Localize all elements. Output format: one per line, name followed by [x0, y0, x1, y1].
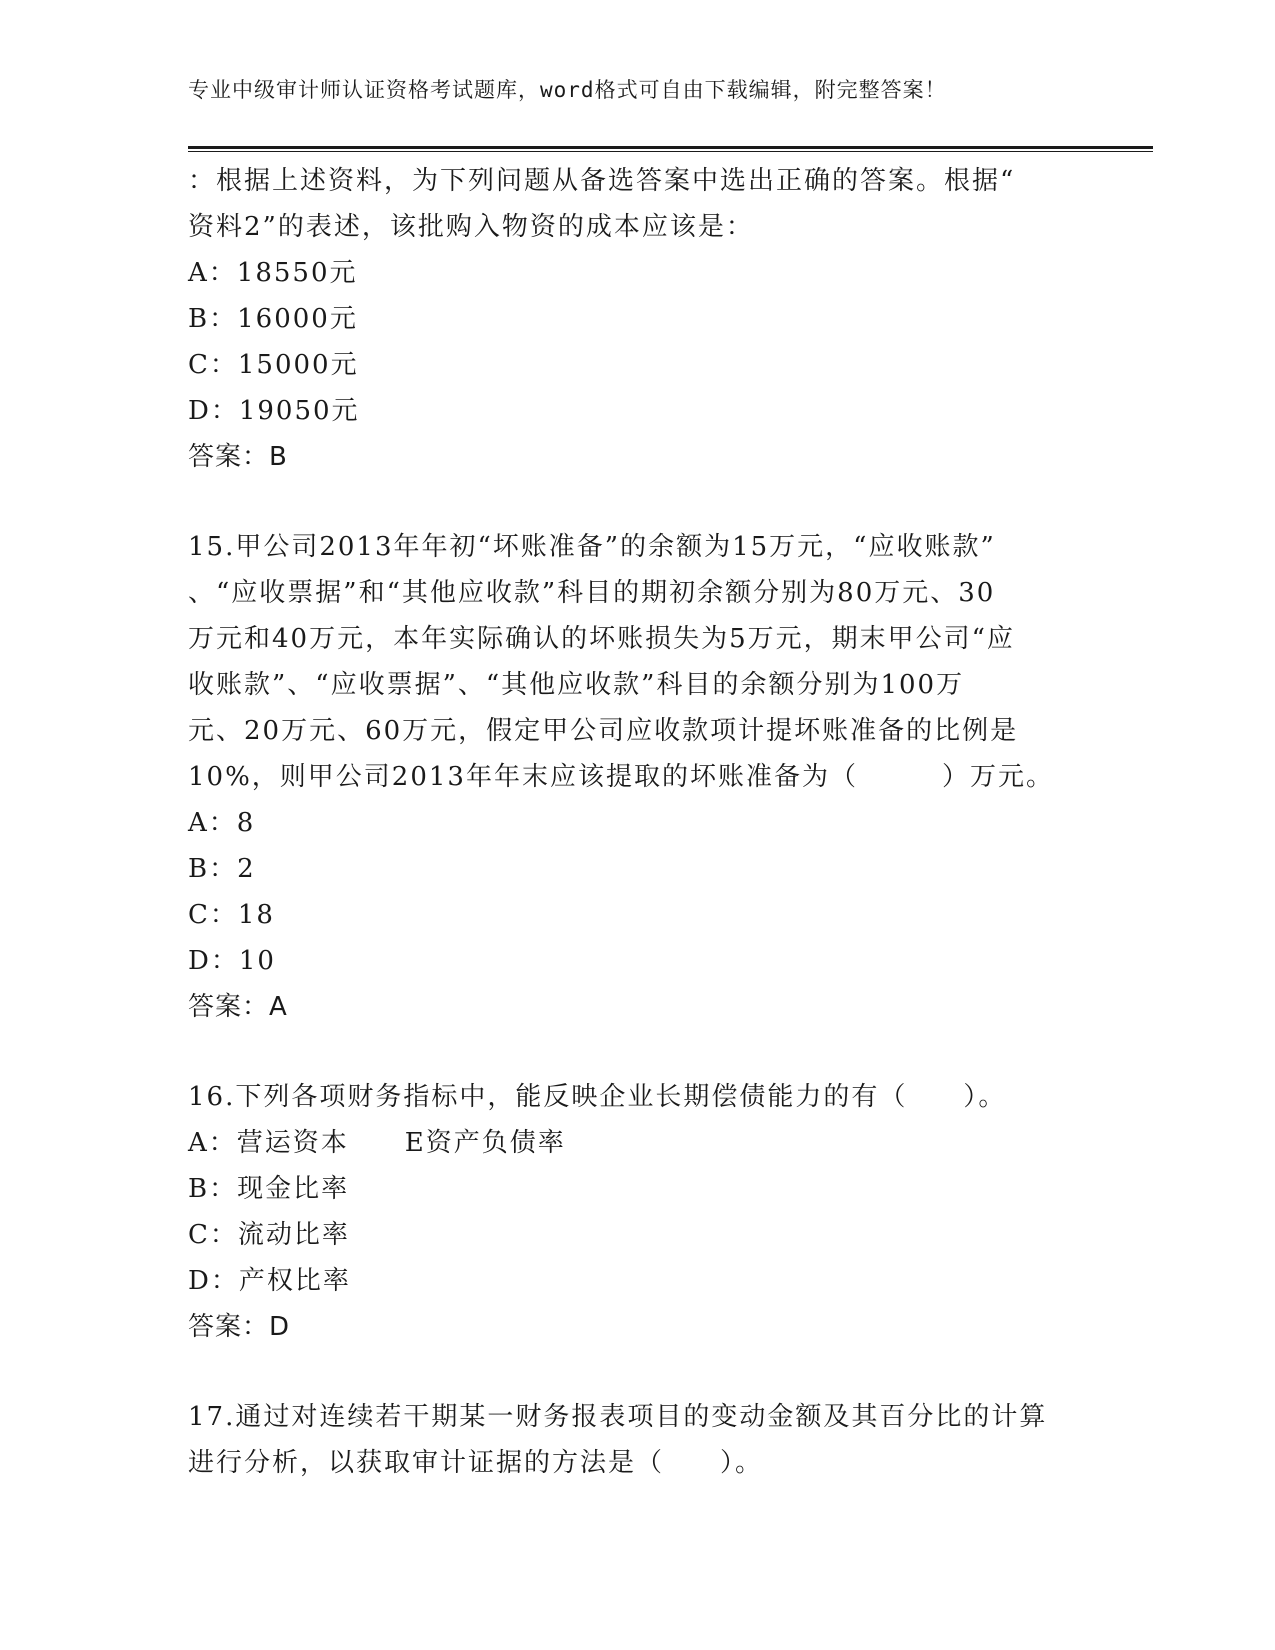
option-c: C：15000元 [188, 350, 359, 380]
question-text: 17.通过对连续若干期某一财务报表项目的变动金额及其百分比的计算 [188, 1402, 1048, 1432]
header-rule-thin [188, 151, 1153, 152]
question-text: 万元和40万元，本年实际确认的坏账损失为5万元，期末甲公司“应 [188, 624, 1015, 654]
answer: 答案：A [188, 992, 288, 1022]
header-rule-thick [188, 146, 1153, 149]
option-c: C：18 [188, 900, 275, 930]
question-text: 收账款”、“应收票据”、“其他应收款”科目的余额分别为100万 [188, 670, 965, 700]
question-text: 资料2”的表述，该批购入物资的成本应该是： [188, 212, 754, 242]
page-header: 专业中级审计师认证资格考试题库，word格式可自由下载编辑，附完整答案！ [188, 78, 947, 102]
question-text: ：根据上述资料，为下列问题从备选答案中选出正确的答案。根据“ [188, 166, 1016, 196]
question-14 [188, 158, 1088, 480]
option-d: D：产权比率 [188, 1266, 351, 1296]
option-d: D：10 [188, 946, 276, 976]
document-body [188, 158, 1088, 1486]
option-c: C：流动比率 [188, 1220, 350, 1250]
option-a: A：营运资本 E资产负债率 [188, 1128, 566, 1158]
question-17 [188, 1394, 1088, 1486]
option-a: A：8 [188, 808, 256, 838]
question-text: 元、20万元、60万元，假定甲公司应收款项计提坏账准备的比例是 [188, 716, 1019, 746]
question-text: 进行分析，以获取审计证据的方法是（ ）。 [188, 1448, 764, 1478]
option-d: D：19050元 [188, 396, 360, 426]
question-16 [188, 1074, 1088, 1350]
option-b: B：现金比率 [188, 1174, 350, 1204]
answer: 答案：B [188, 442, 288, 472]
answer: 答案：D [188, 1312, 291, 1342]
option-b: B：16000元 [188, 304, 358, 334]
question-text: 10%，则甲公司2013年年末应该提取的坏账准备为（ ）万元。 [188, 762, 1054, 792]
question-text: 、“应收票据”和“其他应收款”科目的期初余额分别为80万元、30 [188, 578, 996, 608]
question-text: 16.下列各项财务指标中，能反映企业长期偿债能力的有（ ）。 [188, 1082, 1007, 1112]
option-b: B：2 [188, 854, 256, 884]
question-text: 15.甲公司2013年年初“坏账准备”的余额为15万元，“应收账款” [188, 532, 996, 562]
option-a: A：18550元 [188, 258, 358, 288]
question-15 [188, 524, 1088, 1030]
